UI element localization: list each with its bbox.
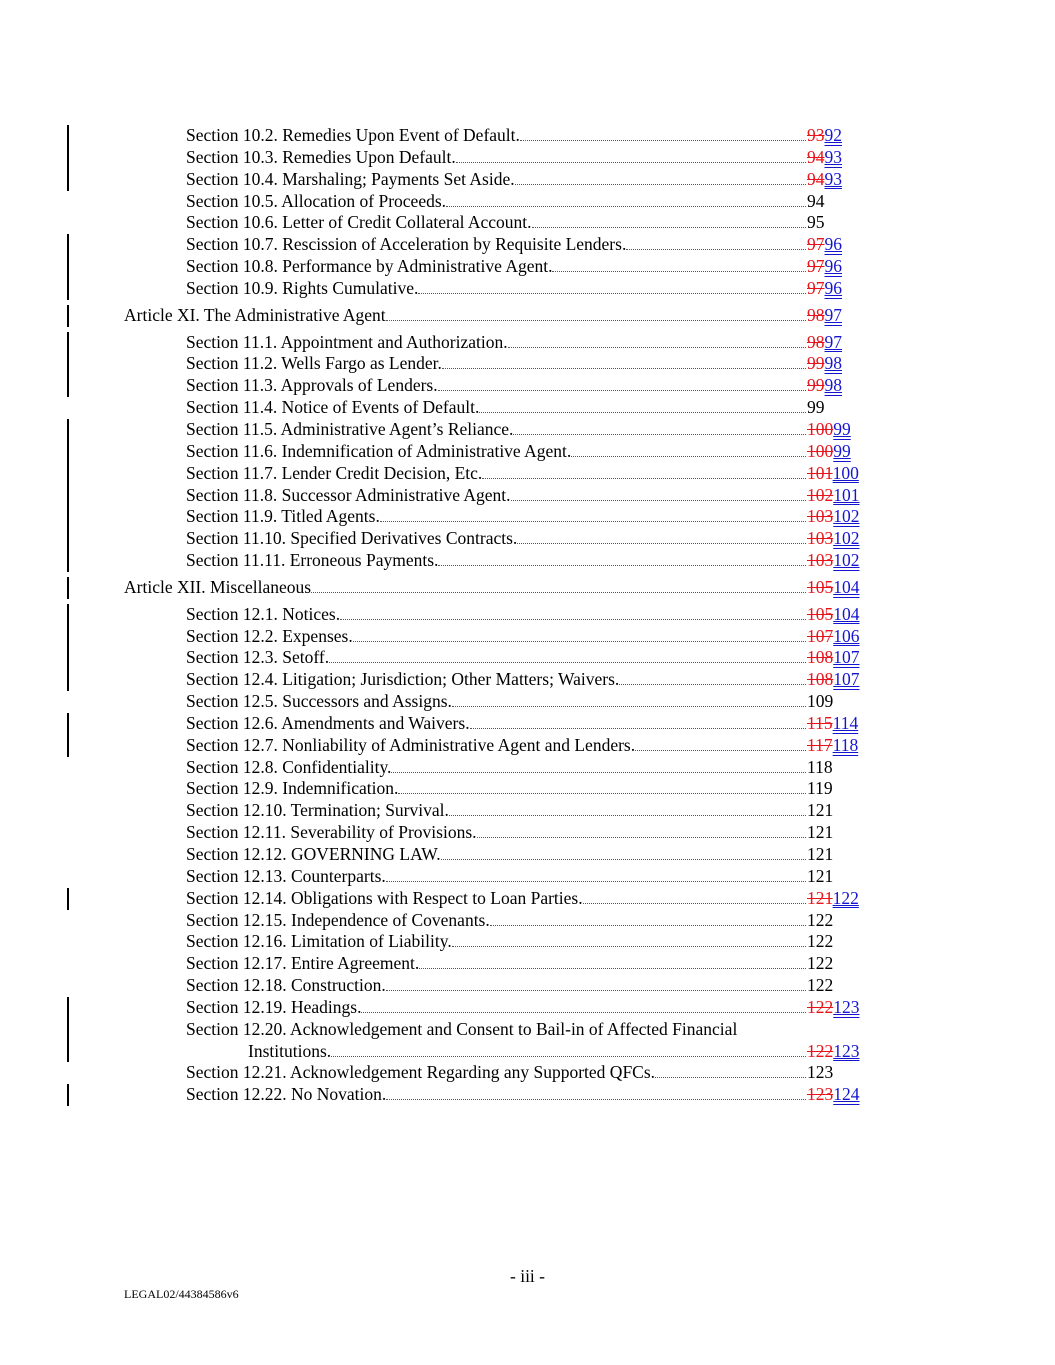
- toc-section-entry[interactable]: [0, 375, 1055, 397]
- dot-leader: [380, 520, 806, 522]
- page-number: 123: [807, 1062, 834, 1083]
- dot-leader: [552, 270, 806, 272]
- page-ref[interactable]: [807, 822, 833, 844]
- dot-leader: [477, 836, 806, 838]
- page-ref[interactable]: [807, 844, 833, 866]
- dot-leader: [452, 705, 806, 707]
- inserted-page-number[interactable]: 93: [824, 146, 842, 167]
- toc-section-entry[interactable]: [0, 844, 1055, 866]
- change-bar: [67, 125, 69, 147]
- page-number: 121: [807, 844, 834, 864]
- entry-label: Section 11.9. Titled Agents.: [186, 506, 380, 527]
- toc-section-entry[interactable]: [0, 997, 1055, 1019]
- toc-section-entry[interactable]: [0, 910, 1055, 932]
- dot-leader: [441, 858, 806, 860]
- deleted-page-number: 101: [807, 462, 833, 483]
- toc-section-entry[interactable]: [0, 278, 1055, 300]
- deleted-page-number: 99: [807, 375, 825, 396]
- change-bar: [67, 147, 69, 169]
- toc-section-entry[interactable]: [0, 212, 1055, 234]
- toc-section-entry[interactable]: [0, 550, 1055, 572]
- page-ref[interactable]: [807, 234, 842, 256]
- dot-leader: [482, 477, 806, 479]
- entry-label: Section 12.22. No Novation.: [186, 1084, 387, 1105]
- toc-section-entry[interactable]: [0, 604, 1055, 626]
- entry-label: Section 12.16. Limitation of Liability.: [186, 931, 452, 952]
- toc-section-entry[interactable]: [0, 626, 1055, 648]
- change-bar: [67, 647, 69, 669]
- page-ref[interactable]: [807, 278, 842, 300]
- entry-label: Section 12.20. Acknowledgement and Consent to Bail-in of Affected Financial: [186, 1018, 738, 1039]
- inserted-page-number[interactable]: 92: [824, 125, 842, 145]
- entry-label: Section 12.18. Construction.: [186, 975, 386, 996]
- entry-label: Section 11.2. Wells Fargo as Lender.: [186, 353, 442, 374]
- dot-leader: [452, 945, 806, 947]
- entry-label: Section 12.6. Amendments and Waivers.: [186, 712, 470, 733]
- dot-leader: [449, 814, 806, 816]
- entry-label: Section 11.5. Administrative Agent’s Reliance.: [186, 418, 514, 439]
- page-ref[interactable]: [807, 441, 851, 463]
- dot-leader: [583, 902, 806, 904]
- entry-label: Section 12.19. Headings.: [186, 996, 362, 1017]
- page-ref[interactable]: [807, 888, 859, 910]
- dot-leader: [311, 591, 806, 593]
- page-number: 122: [807, 931, 834, 952]
- entry-label: Section 11.6. Indemnification of Administrative Agent.: [186, 440, 572, 461]
- toc-section-entry[interactable]: [0, 975, 1055, 997]
- entry-label: Section 12.2. Expenses.: [186, 625, 353, 646]
- deleted-page-number: 97: [807, 256, 825, 277]
- toc-section-entry[interactable]: [0, 485, 1055, 507]
- change-bar: [67, 1019, 69, 1063]
- inserted-page-number[interactable]: 102: [833, 506, 860, 527]
- page-ref[interactable]: [807, 528, 860, 550]
- table-of-contents: [0, 125, 1055, 1106]
- inserted-page-number[interactable]: 104: [833, 576, 860, 597]
- page-ref[interactable]: [807, 1084, 860, 1106]
- toc-section-entry[interactable]: [0, 866, 1055, 888]
- toc-section-entry[interactable]: [0, 1062, 1055, 1084]
- toc-section-entry[interactable]: [0, 735, 1055, 757]
- dot-leader: [386, 880, 806, 882]
- dot-leader: [442, 367, 806, 369]
- deleted-page-number: 100: [807, 418, 834, 439]
- deleted-page-number: 123: [807, 1084, 834, 1105]
- inserted-page-number[interactable]: 101: [833, 484, 860, 505]
- entry-label: Section 11.11. Erroneous Payments.: [186, 550, 439, 571]
- deleted-page-number: 93: [807, 125, 825, 145]
- toc-section-entry[interactable]: [0, 822, 1055, 844]
- dot-leader: [386, 1098, 806, 1100]
- entry-label: Section 10.6. Letter of Credit Collateral Account.: [186, 212, 532, 233]
- page-number: 121: [807, 800, 834, 821]
- inserted-page-number[interactable]: 106: [833, 625, 860, 646]
- toc-section-entry[interactable]: [0, 778, 1055, 800]
- change-bar: [67, 305, 69, 327]
- inserted-page-number[interactable]: 97: [824, 331, 842, 352]
- entry-label: Section 10.5. Allocation of Proceeds.: [186, 190, 447, 211]
- inserted-page-number[interactable]: 118: [832, 734, 859, 755]
- toc-section-entry[interactable]: [0, 647, 1055, 669]
- page-ref[interactable]: [807, 757, 833, 779]
- inserted-page-number[interactable]: 122: [832, 887, 859, 908]
- toc-section-entry[interactable]: [0, 419, 1055, 441]
- dot-leader: [511, 499, 806, 501]
- entry-label-continued: Institutions.: [248, 1040, 332, 1061]
- deleted-page-number: 108: [807, 647, 834, 668]
- page-number: 122: [807, 909, 834, 930]
- page-ref[interactable]: [807, 647, 860, 669]
- entry-label: Section 11.8. Successor Administrative Agent.: [186, 484, 511, 505]
- toc-section-entry[interactable]: [0, 397, 1055, 419]
- change-bar: [67, 375, 69, 397]
- change-bar: [67, 669, 69, 691]
- inserted-page-number[interactable]: 107: [833, 647, 860, 668]
- entry-label: Section 11.7. Lender Credit Decision, Etc.: [186, 462, 483, 483]
- change-bar: [67, 353, 69, 375]
- document-id: LEGAL02/44384586v6: [124, 1287, 239, 1301]
- entry-label: Section 12.7. Nonliability of Administrative Agent and Lenders.: [186, 734, 636, 755]
- inserted-page-number[interactable]: 114: [832, 712, 859, 733]
- entry-label: Section 12.10. Termination; Survival.: [186, 800, 449, 821]
- deleted-page-number: 94: [807, 168, 825, 189]
- dot-leader: [520, 139, 806, 141]
- deleted-page-number: 103: [807, 506, 834, 527]
- inserted-page-number[interactable]: 96: [824, 277, 842, 298]
- page-ref[interactable]: [807, 191, 825, 213]
- change-bar: [67, 332, 69, 354]
- dot-leader: [508, 346, 806, 348]
- toc-section-entry[interactable]: [0, 691, 1055, 713]
- toc-section-entry[interactable]: [0, 953, 1055, 975]
- entry-label: Section 10.3. Remedies Upon Default.: [186, 146, 456, 167]
- page-ref[interactable]: [807, 953, 833, 975]
- page-ref[interactable]: [807, 669, 860, 691]
- page-number: 121: [807, 822, 834, 843]
- page-number: 99: [807, 397, 825, 418]
- dot-leader: [329, 661, 806, 663]
- deleted-page-number: 103: [807, 550, 834, 571]
- entry-label: Section 12.1. Notices.: [186, 603, 341, 624]
- dot-leader: [438, 389, 806, 391]
- page-ref[interactable]: [807, 997, 860, 1019]
- toc-article-entry[interactable]: [0, 305, 1055, 327]
- toc-section-entry[interactable]: [0, 125, 1055, 147]
- inserted-page-number[interactable]: 104: [833, 603, 860, 624]
- dot-leader: [391, 771, 806, 773]
- entry-label: Section 10.7. Rescission of Acceleration by Requisite Lenders.: [186, 234, 627, 255]
- inserted-page-number[interactable]: 123: [833, 1040, 860, 1061]
- page-ref[interactable]: [807, 332, 842, 354]
- dot-leader: [532, 226, 806, 228]
- deleted-page-number: 122: [807, 1040, 834, 1061]
- page-number: 121: [807, 865, 834, 886]
- toc-section-entry[interactable]: [0, 888, 1055, 910]
- dot-leader: [386, 989, 806, 991]
- change-bar: [67, 626, 69, 648]
- deleted-page-number: 99: [807, 353, 825, 374]
- page-ref[interactable]: [807, 866, 833, 888]
- page-ref[interactable]: [807, 1041, 860, 1063]
- deleted-page-number: 100: [807, 440, 834, 461]
- toc-section-entry[interactable]: [0, 441, 1055, 463]
- toc-section-entry[interactable]: [0, 528, 1055, 550]
- page-ref[interactable]: [807, 506, 860, 528]
- entry-label: Section 12.5. Successors and Assigns.: [186, 691, 452, 712]
- dot-leader: [655, 1076, 806, 1078]
- dot-leader: [386, 319, 806, 321]
- page-ref[interactable]: [807, 931, 833, 953]
- inserted-page-number[interactable]: 97: [824, 304, 842, 325]
- dot-leader: [619, 683, 806, 685]
- page-ref[interactable]: [807, 550, 860, 572]
- page-ref[interactable]: [807, 778, 833, 800]
- toc-section-entry[interactable]: [0, 147, 1055, 169]
- page-number: 109: [807, 691, 834, 712]
- inserted-page-number[interactable]: 107: [833, 669, 860, 690]
- page-number: 122: [807, 953, 834, 974]
- dot-leader: [490, 924, 806, 926]
- inserted-page-number[interactable]: 98: [824, 353, 842, 374]
- dot-leader: [340, 618, 806, 620]
- dot-leader: [456, 161, 806, 163]
- entry-label: Section 10.2. Remedies Upon Event of Default.: [186, 125, 520, 145]
- dot-leader: [446, 205, 806, 207]
- page-ref[interactable]: [807, 691, 833, 713]
- entry-label: Section 12.17. Entire Agreement.: [186, 953, 420, 974]
- page-ref[interactable]: [807, 169, 842, 191]
- toc-section-entry[interactable]: [0, 1019, 1055, 1063]
- page-ref[interactable]: [807, 305, 842, 327]
- page-ref[interactable]: [807, 975, 833, 997]
- entry-label: Section 11.1. Appointment and Authorization.: [186, 331, 508, 352]
- inserted-page-number[interactable]: 93: [824, 168, 842, 189]
- toc-section-entry[interactable]: [0, 713, 1055, 735]
- deleted-page-number: 115: [807, 712, 833, 733]
- entry-label: Section 12.13. Counterparts.: [186, 865, 386, 886]
- entry-label: Section 10.9. Rights Cumulative.: [186, 277, 419, 298]
- inserted-page-number[interactable]: 99: [833, 418, 851, 439]
- inserted-page-number[interactable]: 123: [833, 996, 860, 1017]
- deleted-page-number: 122: [807, 996, 834, 1017]
- entry-label: Article XII. Miscellaneous: [124, 576, 312, 597]
- deleted-page-number: 108: [807, 669, 834, 690]
- page-ref[interactable]: [807, 147, 842, 169]
- entry-label: Section 10.4. Marshaling; Payments Set Aside.: [186, 168, 515, 189]
- change-bar: [67, 888, 69, 910]
- change-bar: [67, 441, 69, 463]
- change-bar: [67, 278, 69, 300]
- inserted-page-number[interactable]: 96: [824, 234, 842, 255]
- dot-leader: [513, 433, 806, 435]
- page-ref[interactable]: [807, 910, 833, 932]
- page-ref[interactable]: [807, 604, 860, 626]
- entry-label: Section 12.8. Confidentiality.: [186, 756, 392, 777]
- deleted-page-number: 107: [807, 625, 834, 646]
- inserted-page-number[interactable]: 102: [833, 550, 860, 571]
- toc-section-entry[interactable]: [0, 191, 1055, 213]
- page-ref[interactable]: [807, 212, 825, 234]
- change-bar: [67, 550, 69, 572]
- change-bar: [67, 735, 69, 757]
- toc-section-entry[interactable]: [0, 256, 1055, 278]
- toc-section-entry[interactable]: [0, 931, 1055, 953]
- change-bar: [67, 169, 69, 191]
- page-number: 122: [807, 975, 834, 996]
- change-bar: [67, 577, 69, 599]
- deleted-page-number: 97: [807, 277, 825, 298]
- dot-leader: [470, 727, 806, 729]
- entry-label: Article XI. The Administrative Agent: [124, 304, 386, 325]
- dot-leader: [353, 640, 806, 642]
- toc-article-entry[interactable]: [0, 577, 1055, 599]
- dot-leader: [571, 455, 806, 457]
- page-number: - iii -: [510, 1266, 545, 1286]
- toc-section-entry[interactable]: [0, 169, 1055, 191]
- deleted-page-number: 98: [807, 331, 825, 352]
- deleted-page-number: 105: [807, 603, 834, 624]
- inserted-page-number[interactable]: 124: [833, 1084, 860, 1105]
- entry-label: Section 11.3. Approvals of Lenders.: [186, 375, 438, 396]
- page-number: 94: [807, 190, 825, 211]
- entry-label: Section 11.10. Specified Derivatives Contracts.: [186, 528, 518, 549]
- dot-leader: [419, 967, 806, 969]
- page-ref[interactable]: [807, 125, 842, 147]
- entry-label: Section 12.15. Independence of Covenants.: [186, 909, 490, 930]
- page-ref[interactable]: [807, 713, 858, 735]
- toc-section-entry[interactable]: [0, 234, 1055, 256]
- entry-label: Section 12.11. Severability of Provisions.: [186, 822, 477, 843]
- inserted-page-number[interactable]: 98: [824, 375, 842, 396]
- dot-leader: [331, 1055, 806, 1057]
- deleted-page-number: 103: [807, 528, 834, 549]
- page-ref[interactable]: [807, 397, 825, 419]
- page-ref[interactable]: [807, 1062, 833, 1084]
- change-bar: [67, 997, 69, 1019]
- entry-label: Section 12.14. Obligations with Respect to Loan Parties.: [186, 887, 583, 908]
- change-bar: [67, 506, 69, 528]
- toc-section-entry[interactable]: [0, 800, 1055, 822]
- page-number: 119: [807, 778, 833, 799]
- entry-label: Section 12.12. GOVERNING LAW.: [186, 844, 441, 864]
- inserted-page-number[interactable]: 100: [832, 462, 859, 483]
- change-bar: [67, 485, 69, 507]
- inserted-page-number[interactable]: 99: [833, 440, 851, 461]
- change-bar: [67, 419, 69, 441]
- deleted-page-number: 97: [807, 234, 825, 255]
- dot-leader: [626, 248, 806, 250]
- change-bar: [67, 604, 69, 626]
- page-ref[interactable]: [807, 375, 842, 397]
- inserted-page-number[interactable]: 96: [824, 256, 842, 277]
- change-bar: [67, 463, 69, 485]
- entry-label: Section 12.3. Setoff.: [186, 647, 330, 668]
- page-ref[interactable]: [807, 485, 860, 507]
- toc-section-entry[interactable]: [0, 353, 1055, 375]
- dot-leader: [517, 542, 806, 544]
- dot-leader: [515, 183, 806, 185]
- toc-section-entry[interactable]: [0, 757, 1055, 779]
- page-number: 118: [807, 756, 833, 777]
- change-bar: [67, 1084, 69, 1106]
- deleted-page-number: 121: [807, 887, 833, 908]
- inserted-page-number[interactable]: 102: [833, 528, 860, 549]
- change-bar: [67, 256, 69, 278]
- deleted-page-number: 117: [807, 734, 833, 755]
- dot-leader: [479, 411, 806, 413]
- entry-label: Section 11.4. Notice of Events of Default.: [186, 397, 480, 418]
- toc-section-entry[interactable]: [0, 669, 1055, 691]
- toc-section-entry[interactable]: [0, 506, 1055, 528]
- change-bar: [67, 713, 69, 735]
- dot-leader: [418, 292, 806, 294]
- page-ref[interactable]: [807, 577, 860, 599]
- entry-label: Section 12.4. Litigation; Jurisdiction; Other Matters; Waivers.: [186, 669, 620, 690]
- dot-leader: [635, 749, 806, 751]
- deleted-page-number: 105: [807, 576, 834, 597]
- page-ref[interactable]: [807, 256, 842, 278]
- page-ref[interactable]: [807, 463, 859, 485]
- page-ref[interactable]: [807, 800, 833, 822]
- dot-leader: [398, 792, 806, 794]
- deleted-page-number: 94: [807, 146, 825, 167]
- dot-leader: [361, 1011, 806, 1013]
- page-ref[interactable]: [807, 419, 851, 441]
- change-bar: [67, 234, 69, 256]
- page-ref[interactable]: [807, 626, 860, 648]
- entry-label: Section 10.8. Performance by Administrative Agent.: [186, 256, 553, 277]
- entry-label: Section 12.21. Acknowledgement Regarding any Supported QFCs.: [186, 1062, 656, 1083]
- deleted-page-number: 98: [807, 304, 825, 325]
- change-bar: [67, 528, 69, 550]
- toc-section-entry[interactable]: [0, 332, 1055, 354]
- page-ref[interactable]: [807, 735, 858, 757]
- toc-section-entry[interactable]: [0, 463, 1055, 485]
- dot-leader: [438, 564, 806, 566]
- toc-section-entry[interactable]: [0, 1084, 1055, 1106]
- page-number: 95: [807, 212, 825, 233]
- entry-label: Section 12.9. Indemnification.: [186, 778, 399, 799]
- page-ref[interactable]: [807, 353, 842, 375]
- deleted-page-number: 102: [807, 484, 834, 505]
